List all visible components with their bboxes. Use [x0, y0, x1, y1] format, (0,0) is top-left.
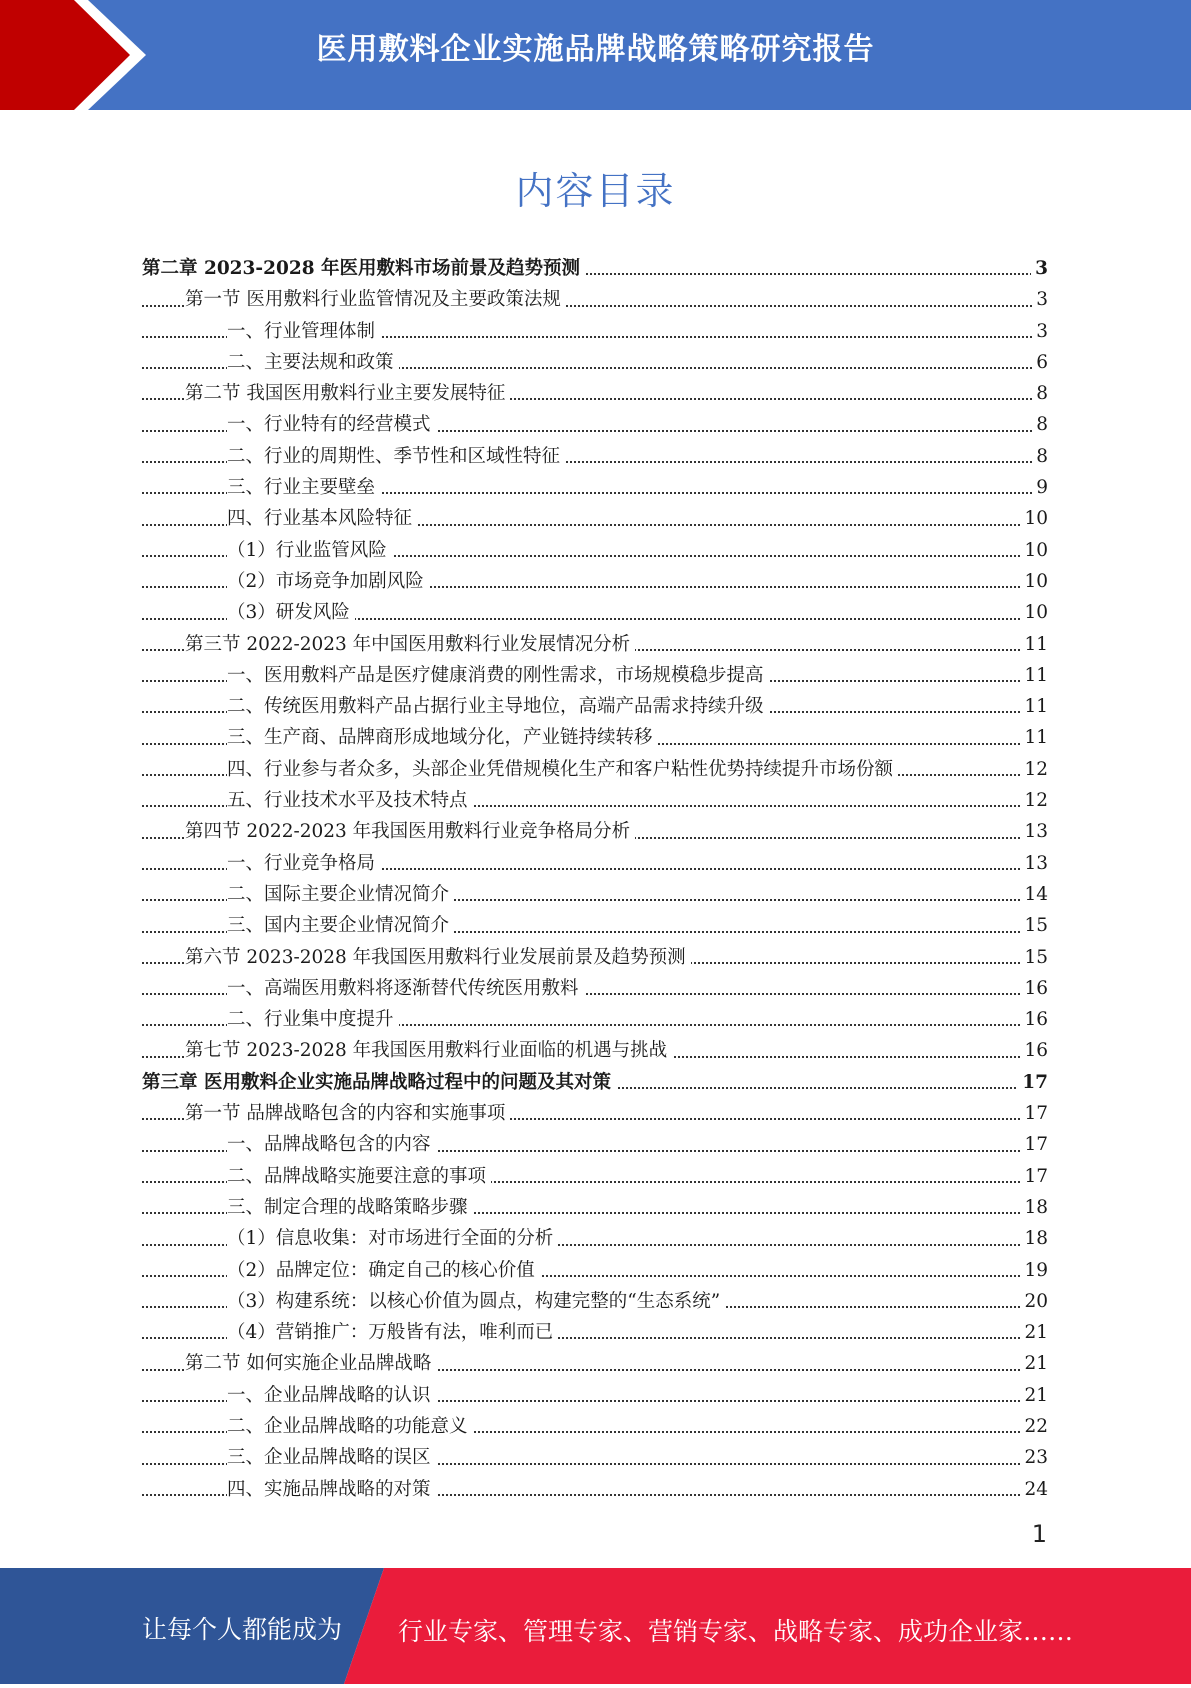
- toc-subsection-entry[interactable]: [142, 1286, 1048, 1317]
- toc-entry-page: 11: [1020, 691, 1048, 722]
- toc-entry-text: 二、传统医用敷料产品占据行业主导地位，高端产品需求持续升级: [227, 691, 769, 722]
- toc-entry-page: 13: [1020, 848, 1048, 879]
- toc-section-entry[interactable]: [142, 1098, 1048, 1129]
- toc-entry-text: 三、国内主要企业情况简介: [227, 910, 454, 941]
- toc-entry-page: 16: [1020, 1004, 1048, 1035]
- toc-subsection-entry[interactable]: [142, 566, 1048, 597]
- toc-section-entry[interactable]: [142, 942, 1048, 973]
- toc-subsection-entry[interactable]: [142, 347, 1048, 378]
- toc-subsection-entry[interactable]: [142, 409, 1048, 440]
- toc-entry-page: 21: [1020, 1317, 1048, 1348]
- header-arrow-graphic: [0, 0, 170, 110]
- toc-entry-page: 16: [1020, 973, 1048, 1004]
- footer-slogan-right: 行业专家、管理专家、营销专家、战略专家、成功企业家……: [398, 1617, 1074, 1646]
- toc-entry-page: 8: [1032, 441, 1048, 472]
- toc-entry-text: 二、行业集中度提升: [227, 1004, 399, 1035]
- toc-subsection-entry[interactable]: [142, 879, 1048, 910]
- toc-entry-page: 20: [1020, 1286, 1048, 1317]
- toc-entry-page: 13: [1020, 816, 1048, 847]
- toc-subsection-entry[interactable]: [142, 1161, 1048, 1192]
- toc-entry-page: 16: [1020, 1035, 1048, 1066]
- toc-chapter-entry[interactable]: [142, 253, 1048, 284]
- toc-subsection-entry[interactable]: [142, 1255, 1048, 1286]
- toc-entry-page: 24: [1020, 1474, 1048, 1505]
- toc-subsection-entry[interactable]: [142, 316, 1048, 347]
- toc-entry-text: （4）营销推广：万般皆有法，唯利而已: [227, 1317, 558, 1348]
- toc-entry-page: 21: [1020, 1380, 1048, 1411]
- toc-entry-text: 第一节 医用敷料行业监管情况及主要政策法规: [185, 284, 566, 315]
- toc-entry-page: 6: [1032, 347, 1048, 378]
- toc-entry-page: 10: [1020, 535, 1048, 566]
- toc-entry-text: 四、行业参与者众多，头部企业凭借规模化生产和客户粘性优势持续提升市场份额: [227, 754, 898, 785]
- toc-entry-text: 一、行业管理体制: [227, 316, 380, 347]
- toc-entry-text: 一、行业特有的经营模式: [227, 409, 436, 440]
- toc-subsection-entry[interactable]: [142, 441, 1048, 472]
- toc-entry-text: 二、企业品牌战略的功能意义: [227, 1411, 473, 1442]
- toc-subsection-entry[interactable]: [142, 973, 1048, 1004]
- toc-entry-text: 五、行业技术水平及技术特点: [227, 785, 473, 816]
- toc-subsection-entry[interactable]: [142, 535, 1048, 566]
- toc-entry-page: 11: [1020, 629, 1048, 660]
- toc-entry-page: 15: [1020, 910, 1048, 941]
- toc-entry-page: 18: [1020, 1192, 1048, 1223]
- toc-title: 内容目录: [515, 169, 676, 213]
- toc-entry-text: 第四节 2022-2023 年我国医用敷料行业竞争格局分析: [185, 816, 635, 847]
- toc-section-entry[interactable]: [142, 1348, 1048, 1379]
- toc-subsection-entry[interactable]: [142, 660, 1048, 691]
- toc-entry-text: 第二节 如何实施企业品牌战略: [185, 1348, 436, 1379]
- toc-entry-text: 第六节 2023-2028 年我国医用敷料行业发展前景及趋势预测: [185, 942, 691, 973]
- toc-entry-text: （3）研发风险: [227, 597, 355, 628]
- header-banner: [0, 0, 1191, 110]
- toc-list: [142, 253, 1048, 1505]
- toc-entry-text: 三、制定合理的战略策略步骤: [227, 1192, 473, 1223]
- toc-subsection-entry[interactable]: [142, 754, 1048, 785]
- page-number: 1: [1031, 1520, 1047, 1548]
- toc-section-entry[interactable]: [142, 629, 1048, 660]
- toc-subsection-entry[interactable]: [142, 1442, 1048, 1473]
- toc-entry-text: 四、行业基本风险特征: [227, 503, 417, 534]
- toc-entry-page: 17: [1020, 1129, 1048, 1160]
- toc-subsection-entry[interactable]: [142, 1474, 1048, 1505]
- toc-entry-page: 10: [1020, 503, 1048, 534]
- toc-section-entry[interactable]: [142, 1035, 1048, 1066]
- report-title: 医用敷料企业实施品牌战略策略研究报告: [316, 32, 875, 67]
- toc-entry-text: 一、企业品牌战略的认识: [227, 1380, 436, 1411]
- toc-entry-text: 二、品牌战略实施要注意的事项: [227, 1161, 491, 1192]
- toc-subsection-entry[interactable]: [142, 597, 1048, 628]
- toc-entry-page: 9: [1032, 472, 1048, 503]
- toc-entry-page: 3: [1031, 253, 1048, 284]
- toc-entry-text: 二、主要法规和政策: [227, 347, 399, 378]
- toc-entry-page: 17: [1018, 1067, 1048, 1098]
- toc-entry-text: （1）信息收集：对市场进行全面的分析: [227, 1223, 558, 1254]
- toc-entry-text: （1）行业监管风险: [227, 535, 392, 566]
- toc-entry-text: （3）构建系统：以核心价值为圆点，构建完整的“生态系统”: [227, 1286, 725, 1317]
- toc-entry-page: 3: [1032, 284, 1048, 315]
- toc-subsection-entry[interactable]: [142, 1411, 1048, 1442]
- toc-entry-text: 第一节 品牌战略包含的内容和实施事项: [185, 1098, 510, 1129]
- toc-subsection-entry[interactable]: [142, 1192, 1048, 1223]
- toc-entry-text: 一、行业竞争格局: [227, 848, 380, 879]
- footer-slogan-left: 让每个人都能成为: [142, 1615, 343, 1644]
- toc-subsection-entry[interactable]: [142, 910, 1048, 941]
- toc-subsection-entry[interactable]: [142, 848, 1048, 879]
- toc-entry-text: 二、国际主要企业情况简介: [227, 879, 454, 910]
- toc-subsection-entry[interactable]: [142, 472, 1048, 503]
- toc-entry-page: 15: [1020, 942, 1048, 973]
- toc-entry-page: 10: [1020, 597, 1048, 628]
- toc-entry-text: 二、行业的周期性、季节性和区域性特征: [227, 441, 565, 472]
- toc-entry-page: 11: [1020, 722, 1048, 753]
- toc-entry-text: 第三章 医用敷料企业实施品牌战略过程中的问题及其对策: [142, 1067, 616, 1098]
- toc-entry-text: 第二节 我国医用敷料行业主要发展特征: [185, 378, 510, 409]
- toc-subsection-entry[interactable]: [142, 1223, 1048, 1254]
- toc-entry-page: 10: [1020, 566, 1048, 597]
- toc-section-entry[interactable]: [142, 816, 1048, 847]
- toc-entry-page: 12: [1020, 754, 1048, 785]
- toc-entry-page: 23: [1020, 1442, 1048, 1473]
- toc-entry-page: 12: [1020, 785, 1048, 816]
- toc-entry-text: （2）市场竞争加剧风险: [227, 566, 429, 597]
- toc-entry-text: 一、医用敷料产品是医疗健康消费的刚性需求，市场规模稳步提高: [227, 660, 769, 691]
- toc-entry-text: 第三节 2022-2023 年中国医用敷料行业发展情况分析: [185, 629, 635, 660]
- toc-section-entry[interactable]: [142, 284, 1048, 315]
- toc-subsection-entry[interactable]: [142, 503, 1048, 534]
- toc-entry-text: 三、生产商、品牌商形成地域分化，产业链持续转移: [227, 722, 658, 753]
- toc-entry-page: 19: [1020, 1255, 1048, 1286]
- toc-entry-page: 3: [1032, 316, 1048, 347]
- toc-subsection-entry[interactable]: [142, 1004, 1048, 1035]
- toc-entry-page: 8: [1032, 409, 1048, 440]
- toc-entry-page: 22: [1020, 1411, 1048, 1442]
- toc-entry-text: 一、品牌战略包含的内容: [227, 1129, 436, 1160]
- toc-entry-page: 17: [1020, 1161, 1048, 1192]
- toc-subsection-entry[interactable]: [142, 785, 1048, 816]
- toc-entry-page: 21: [1020, 1348, 1048, 1379]
- toc-entry-text: 四、实施品牌战略的对策: [227, 1474, 436, 1505]
- toc-entry-page: 18: [1020, 1223, 1048, 1254]
- toc-subsection-entry[interactable]: [142, 691, 1048, 722]
- toc-section-entry[interactable]: [142, 378, 1048, 409]
- toc-entry-page: 8: [1032, 378, 1048, 409]
- toc-entry-text: 第七节 2023-2028 年我国医用敷料行业面临的机遇与挑战: [185, 1035, 672, 1066]
- toc-subsection-entry[interactable]: [142, 722, 1048, 753]
- toc-entry-page: 17: [1020, 1098, 1048, 1129]
- toc-subsection-entry[interactable]: [142, 1317, 1048, 1348]
- toc-entry-text: （2）品牌定位：确定自己的核心价值: [227, 1255, 540, 1286]
- toc-entry-text: 三、行业主要壁垒: [227, 472, 380, 503]
- toc-entry-text: 三、企业品牌战略的误区: [227, 1442, 436, 1473]
- toc-subsection-entry[interactable]: [142, 1129, 1048, 1160]
- toc-entry-page: 11: [1020, 660, 1048, 691]
- toc-subsection-entry[interactable]: [142, 1380, 1048, 1411]
- toc-chapter-entry[interactable]: [142, 1067, 1048, 1098]
- toc-entry-text: 一、高端医用敷料将逐渐替代传统医用敷料: [227, 973, 584, 1004]
- toc-entry-page: 14: [1020, 879, 1048, 910]
- toc-entry-text: 第二章 2023-2028 年医用敷料市场前景及趋势预测: [142, 253, 585, 284]
